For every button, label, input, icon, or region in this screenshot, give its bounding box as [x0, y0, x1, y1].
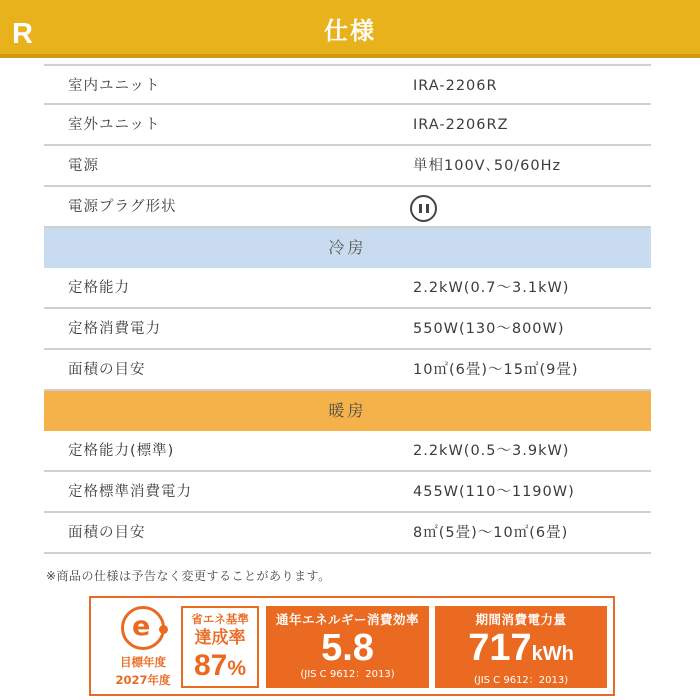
rate-value: 87 [193, 649, 228, 682]
table-row [44, 187, 651, 228]
energy-saving-mark-icon: e [121, 606, 165, 650]
row-value: 550W(130～800W) [413, 321, 565, 337]
consumption-unit: kWh [531, 643, 574, 665]
page-title: 仕様 [324, 17, 376, 45]
consumption-value: 717 [468, 627, 532, 669]
row-value: 2.2kW(0.5～3.9kW) [413, 443, 570, 459]
section-header-heating: 暖房 [44, 391, 651, 431]
disclaimer-note: ※商品の仕様は予告なく変更することがあります。 [46, 569, 331, 583]
spec-table [44, 64, 651, 554]
row-value: IRA-2206RZ [413, 117, 509, 133]
table-row [44, 431, 651, 472]
row-label: 面積の目安 [68, 525, 146, 541]
row-value: 455W(110～1190W) [413, 484, 575, 500]
energy-saving-label [89, 596, 615, 696]
power-plug-icon [410, 195, 437, 222]
achievement-rate: 省エネ基準 達成率 87% [181, 606, 259, 688]
row-label: 電源プラグ形状 [68, 199, 177, 215]
row-value: 2.2kW(0.7～3.1kW) [413, 280, 570, 296]
efficiency-value: 5.8 [321, 627, 374, 669]
row-value: 単相100V､50/60Hz [413, 158, 562, 174]
row-label: 電源 [68, 158, 99, 174]
table-row [44, 472, 651, 513]
table-row [44, 309, 651, 350]
row-label: 定格消費電力 [68, 321, 161, 337]
table-row [44, 350, 651, 391]
period-consumption-panel: 期間消費電力量 717kWh (JIS C 9612：2013) [435, 606, 607, 688]
row-value: IRA-2206R [413, 78, 498, 94]
annual-efficiency-panel: 通年エネルギー消費効率 5.8 (JIS C 9612：2013) [266, 606, 429, 688]
table-row [44, 513, 651, 554]
row-label: 面積の目安 [68, 362, 146, 378]
table-row [44, 146, 651, 187]
row-label: 室外ユニット [68, 117, 161, 133]
table-row [44, 105, 651, 146]
table-row [44, 64, 651, 105]
table-row [44, 268, 651, 309]
section-header-cooling: 冷房 [44, 228, 651, 268]
target-year: 目標年度 2027年度 [115, 655, 171, 687]
row-value: 10㎡(6畳)～15㎡(9畳) [413, 362, 579, 378]
rate-unit: % [227, 657, 247, 680]
page-header [0, 0, 700, 58]
row-label: 定格能力(標準) [68, 443, 175, 459]
row-label: 定格標準消費電力 [68, 484, 192, 500]
row-label: 室内ユニット [68, 78, 161, 94]
row-value: 8㎡(5畳)～10㎡(6畳) [413, 525, 569, 541]
brand-logo: R [12, 18, 33, 50]
row-label: 定格能力 [68, 280, 130, 296]
